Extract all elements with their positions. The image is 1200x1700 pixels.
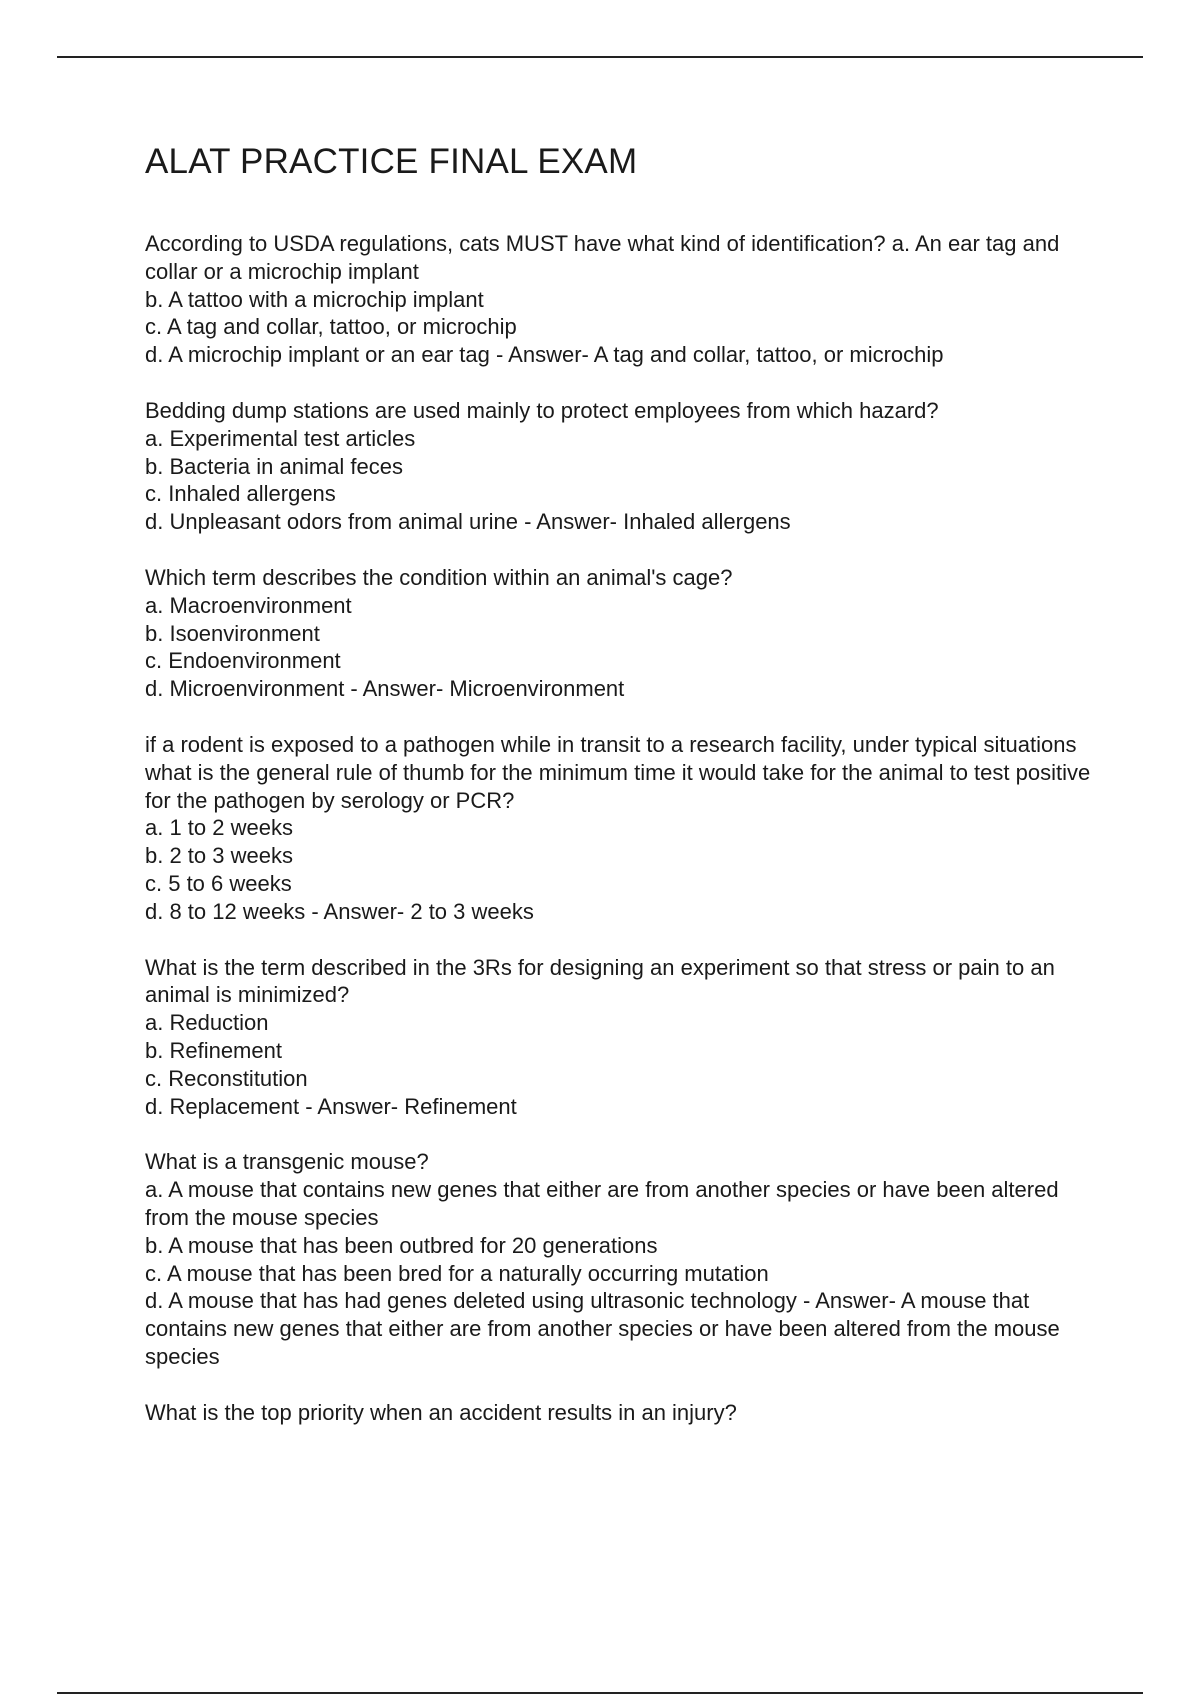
question-6: What is a transgenic mouse? a. A mouse that contains new genes that either are from another species or have been altered from the mouse species b. A mouse that has been outbred for 20 generations c. A mouse that has been bred for a naturally occurring mutation d. A mouse that has had genes deleted using ultrasonic technology - Answer- A mouse that contains new genes that either are from another species or have been altered from the mouse species xyxy=(145,1149,1060,1369)
question-1: According to USDA regulations, cats MUST have what kind of identification? a. An ear tag and collar or a microchip implant b. A tattoo with a microchip implant c. A tag and collar, tattoo, or microchip d. A microchip implant or an ear tag - Answer- A tag and collar, tattoo, or microchip xyxy=(145,231,1060,368)
document-body xyxy=(145,140,1095,1454)
question-3: Which term describes the condition within an animal's cage? a. Macroenvironment b. Isoenvironment c. Endoenvironment d. Microenvironment - Answer- Microenvironment xyxy=(145,564,733,702)
question-7: What is the top priority when an accident results in an injury? xyxy=(145,1399,737,1425)
document-title: ALAT PRACTICE FINAL EXAM xyxy=(145,142,638,181)
question-4: if a rodent is exposed to a pathogen while in transit to a research facility, under typical situations what is the general rule of thumb for the minimum time it would take for the animal to test positive for the pathogen by serology or PCR? a. 1 to 2 weeks b. 2 to 3 weeks c. 5 to 6 weeks d. 8 to 12 weeks - Answer- 2 to 3 weeks xyxy=(145,731,1091,924)
footer-rule xyxy=(57,1692,1143,1694)
header-rule xyxy=(57,56,1143,58)
question-2: Bedding dump stations are used mainly to protect employees from which hazard? a. Experimental test articles b. Bacteria in animal feces c. Inhaled allergens d. Unpleasant odors from animal urine - Answer- Inhaled allergens xyxy=(145,397,939,535)
question-5: What is the term described in the 3Rs for designing an experiment so that stress or pain to an animal is minimized? a. Reduction b. Refinement c. Reconstitution d. Replacement - Answer- Refinement xyxy=(145,954,1055,1119)
